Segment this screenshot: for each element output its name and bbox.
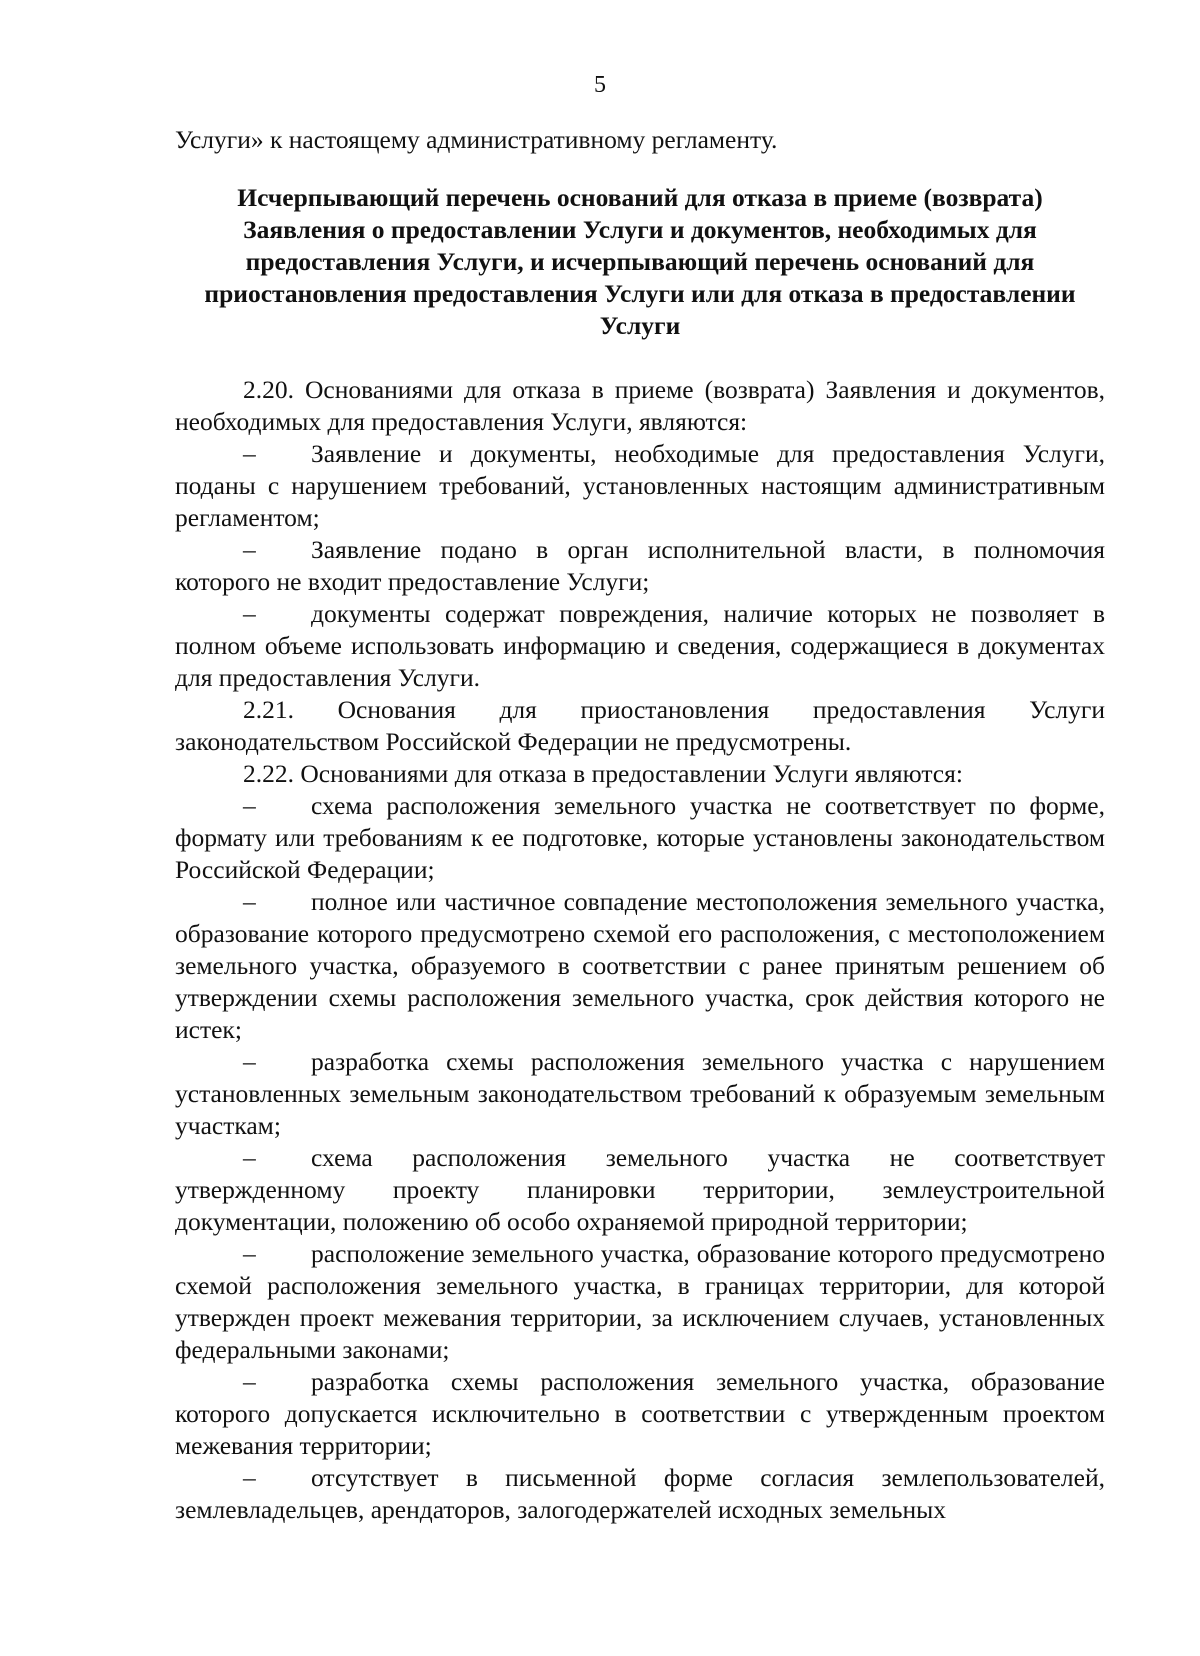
paragraph-2-21: 2.21. Основания для приостановления предоставления Услуги законодательством Российской Федерации не предусмотрены.: [175, 695, 1105, 756]
list-item-text: полное или частичное совпадение местоположения земельного участка, образование которого предусмотрено схемой его расположения, с местоположением земельного участка, образуемого в соответствии с ранее принятым решением об утверждении схемы расположения земельного участка, срок действия которого не истек;: [175, 887, 1105, 1044]
list-item-text: разработка схемы расположения земельного участка, образование которого допускается исключительно в соответствии с утвержденным проектом межевания территории;: [175, 1367, 1105, 1460]
section-heading: Исчерпывающий перечень оснований для отказа в приеме (возврата) Заявления о предоставлении Услуги и документов, необходимых для предоставления Услуги, и исчерпывающий перечень оснований для приостановления предоставления Услуги или для отказа в предоставлении Услуги: [204, 183, 1076, 340]
document-body: [175, 124, 1105, 1526]
dash-mark: –: [243, 599, 256, 628]
list-item-text: Заявление подано в орган исполнительной власти, в полномочия которого не входит предоставление Услуги;: [175, 535, 1105, 596]
dash-mark: –: [243, 1143, 256, 1172]
dash-mark: –: [243, 1463, 256, 1492]
list-item: [175, 1142, 1105, 1238]
continuation-text: Услуги» к настоящему административному регламенту.: [175, 125, 778, 154]
dash-mark: –: [243, 1239, 256, 1268]
dash-mark: –: [243, 535, 256, 564]
list-item-text: расположение земельного участка, образование которого предусмотрено схемой расположения земельного участка, в границах территории, для которой утвержден проект межевания территории, за исключением случаев, установленных федеральными законами;: [175, 1239, 1105, 1364]
list-item: [175, 534, 1105, 598]
list-item-text: разработка схемы расположения земельного участка с нарушением установленных земельным законодательством требований к образуемым земельным участкам;: [175, 1047, 1105, 1140]
list-item: [175, 1238, 1105, 1366]
list-item: [175, 790, 1105, 886]
list-item: [175, 886, 1105, 1046]
list-item-text: отсутствует в письменной форме согласия землепользователей, землевладельцев, арендаторов, залогодержателей исходных земельных: [175, 1463, 1105, 1524]
dash-mark: –: [243, 439, 256, 468]
dash-mark: –: [243, 887, 256, 916]
dash-mark: –: [243, 1367, 256, 1396]
paragraph-2-20: 2.20. Основаниями для отказа в приеме (возврата) Заявления и документов, необходимых для предоставления Услуги, являются:: [175, 375, 1105, 436]
list-item: [175, 598, 1105, 694]
list-item-text: схема расположения земельного участка не соответствует по форме, формату или требованиям к ее подготовке, которые установлены законодательством Российской Федерации;: [175, 791, 1105, 884]
list-item: [175, 1366, 1105, 1462]
list-item: [175, 1462, 1105, 1526]
dash-mark: –: [243, 791, 256, 820]
list-item: [175, 438, 1105, 534]
paragraph-2-22: 2.22. Основаниями для отказа в предоставлении Услуги являются:: [243, 759, 963, 788]
list-item: [175, 1046, 1105, 1142]
list-item-text: схема расположения земельного участка не соответствует утвержденному проекту планировки территории, землеустроительной документации, положению об особо охраняемой природной территории;: [175, 1143, 1105, 1236]
page-number: 5: [594, 72, 606, 98]
list-item-text: документы содержат повреждения, наличие которых не позволяет в полном объеме использовать информацию и сведения, содержащиеся в документах для предоставления Услуги.: [175, 599, 1105, 692]
dash-mark: –: [243, 1047, 256, 1076]
list-item-text: Заявление и документы, необходимые для предоставления Услуги, поданы с нарушением требований, установленных настоящим административным регламентом;: [175, 439, 1105, 532]
